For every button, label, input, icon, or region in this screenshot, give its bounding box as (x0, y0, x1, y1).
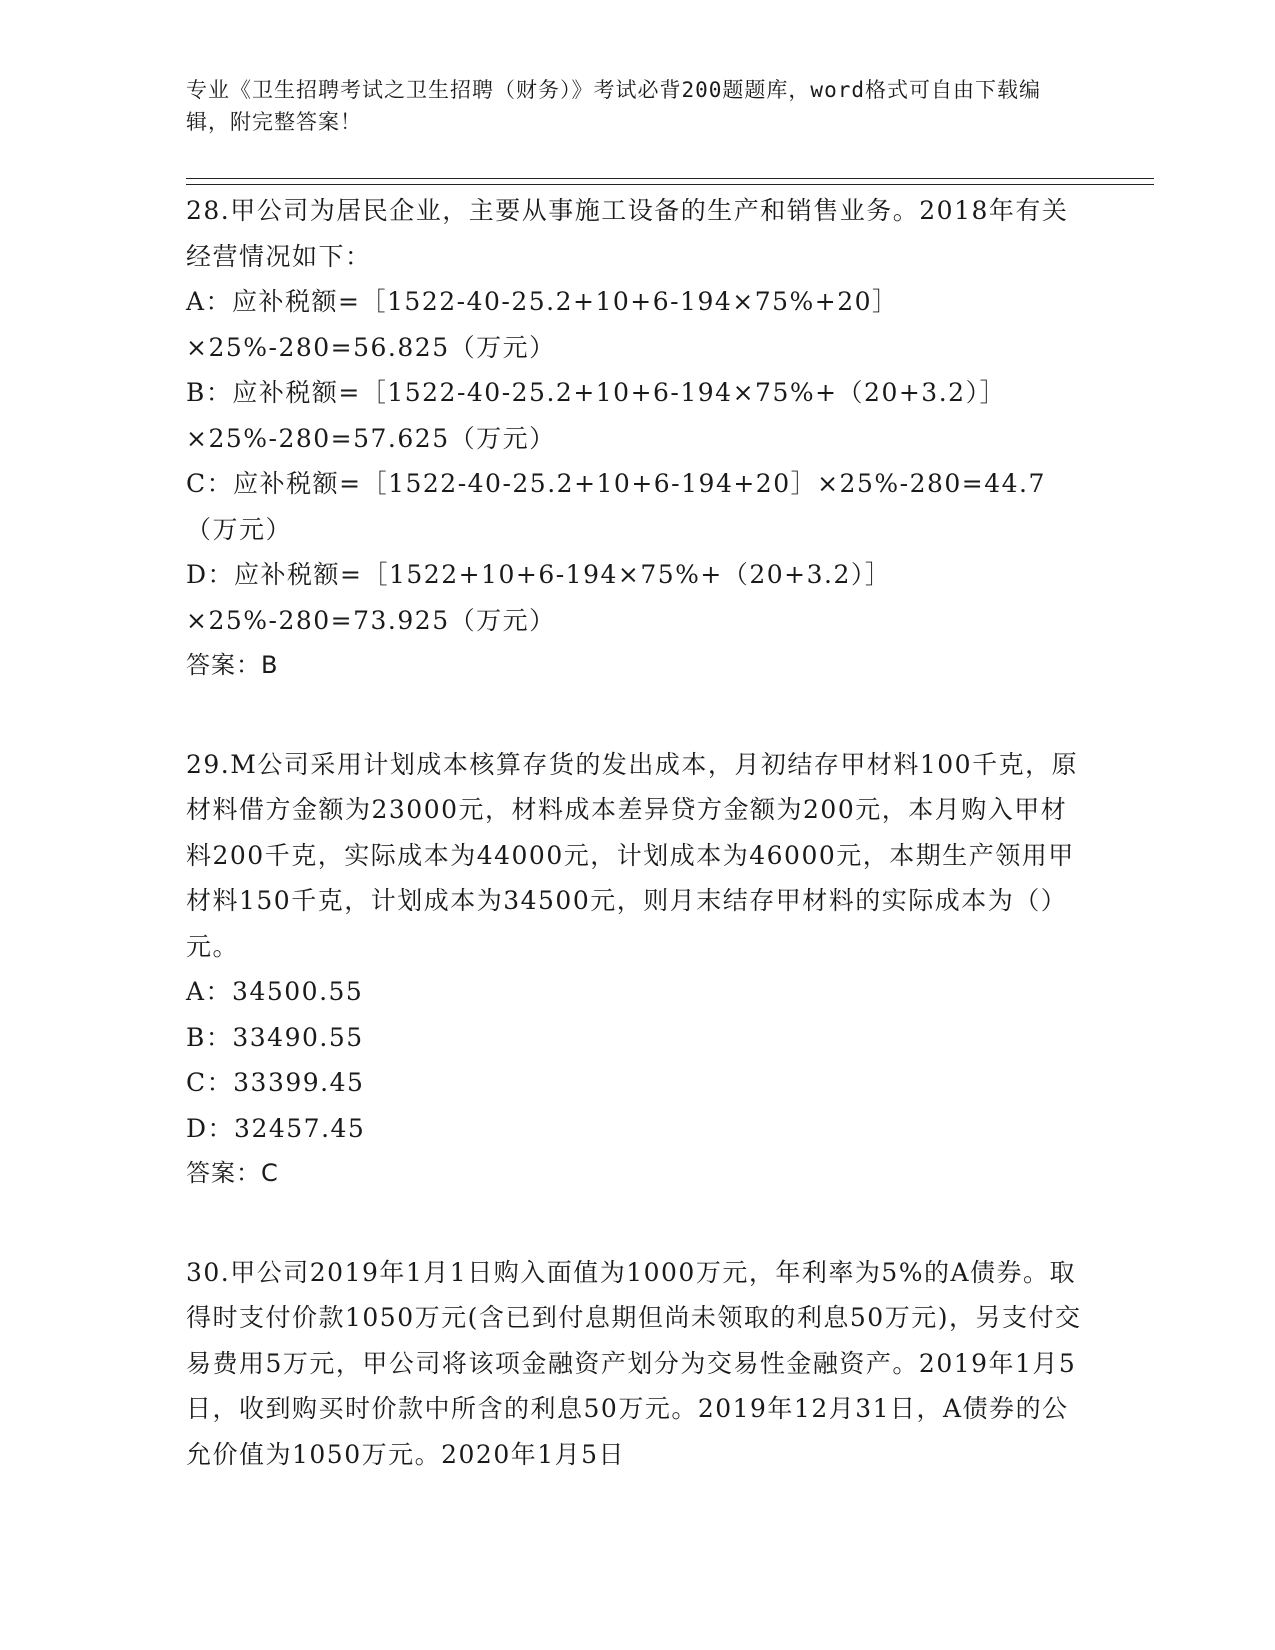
option-a: A：34500.55 (186, 977, 364, 1006)
option-c: C：33399.45 (186, 1068, 365, 1097)
option-d: D：应补税额=［1522+10+6-194×75%+（20+3.2）］×25%-280=73.925（万元） (186, 560, 892, 635)
option-a: A：应补税额=［1522-40-25.2+10+6-194×75%+20］×25%-280=56.825（万元） (186, 287, 899, 362)
option-b: B：33490.55 (186, 1022, 364, 1052)
header-divider-top (186, 178, 1154, 179)
option-b: B：应补税额=［1522-40-25.2+10+6-194×75%+（20+3.2）］×25%-280=57.625（万元） (186, 378, 1007, 453)
question-29 (186, 742, 1086, 1197)
question-30 (186, 1250, 1086, 1478)
question-list (186, 188, 1086, 1477)
question-text: 30.甲公司2019年1月1日购入面值为1000万元，年利率为5%的A债券。取得时支付价款1050万元(含已到付息期但尚未领取的利息50万元)，另支付交易费用5万元，甲公司将该项金融资产划分为交易性金融资产。2019年1月5日，收到购买时价款中所含的利息50万元。2019年12月31日，A债券的公允价值为1050万元。2020年1月5日 (186, 1257, 1082, 1469)
option-c: C：应补税额=［1522-40-25.2+10+6-194+20］×25%-280=44.7（万元） (186, 469, 1046, 544)
answer-label: 答案：B (186, 651, 279, 679)
question-text: 29.M公司采用计划成本核算存货的发出成本，月初结存甲材料100千克，原材料借方金额为23000元，材料成本差异贷方金额为200元，本月购入甲材料200千克，实际成本为44000元，计划成本为46000元，本期生产领用甲材料150千克，计划成本为34500元，则月末结存甲材料的实际成本为（）元。 (186, 749, 1079, 961)
question-text: 28.甲公司为居民企业，主要从事施工设备的生产和销售业务。2018年有关经营情况如下： (186, 196, 1069, 271)
question-28 (186, 188, 1086, 689)
answer-label: 答案：C (186, 1159, 279, 1187)
header-divider-bottom (186, 184, 1154, 185)
option-d: D：32457.45 (186, 1113, 366, 1143)
document-header: 专业《卫生招聘考试之卫生招聘（财务）》考试必背200题题库，word格式可自由下载编辑，附完整答案！ (186, 78, 1041, 134)
